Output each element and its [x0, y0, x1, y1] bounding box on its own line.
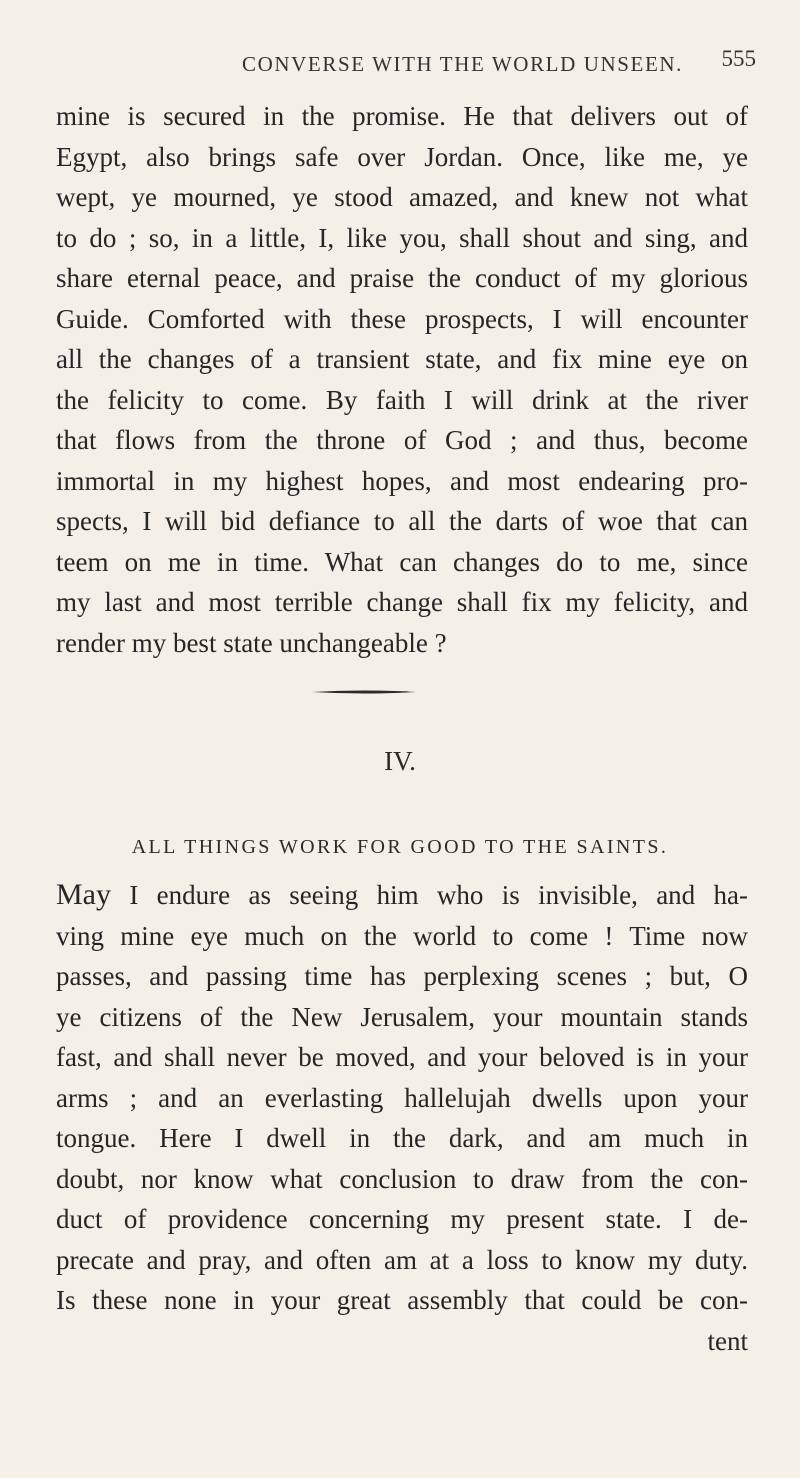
text-line: Is these none in your great assembly that could be con- — [56, 1285, 748, 1315]
text-line: the felicity to come. By faith I will drink at the river — [56, 384, 748, 415]
text-line: precate and pray, and often am at a loss to know my duty. — [56, 1244, 748, 1275]
passage-1 — [56, 96, 748, 663]
text-line: all the changes of a transient state, and fix mine eye on — [56, 344, 748, 374]
first-line-rest: I endure as seeing him who is invisible, and ha- — [111, 880, 748, 910]
text-line: wept, ye mourned, ye stood amazed, and knew not what — [56, 182, 748, 212]
text-line: fast, and shall never be moved, and your beloved is in your — [56, 1042, 748, 1072]
passage-2 — [56, 875, 748, 1361]
running-title: CONVERSE WITH THE WORLD UNSEEN. — [242, 52, 684, 76]
text-line: Guide. Comforted with these prospects, I will encounter — [56, 303, 748, 334]
text-line: duct of providence concerning my present state. I de- — [56, 1204, 748, 1234]
text-line: ving mine eye much on the world to come ! Time now — [56, 920, 748, 951]
section-divider-rule — [312, 690, 416, 694]
running-head — [40, 44, 760, 84]
text-line: mine is secured in the promise. He that delivers out of — [56, 101, 748, 131]
section-title: ALL THINGS WORK FOR GOOD TO THE SAINTS. — [131, 836, 669, 858]
text-line: to do ; so, in a little, I, like you, shall shout and sing, and — [56, 222, 748, 253]
text-line: Egypt, also brings safe over Jordan. Once, like me, ye — [56, 141, 748, 172]
section-number: IV. — [384, 746, 416, 776]
text-line: render my best state unchangeable ? — [56, 627, 447, 658]
text-line: tongue. Here I dwell in the dark, and am much in — [56, 1123, 748, 1153]
text-line: my last and most terrible change shall fix my felicity, and — [56, 587, 748, 617]
text-line: share eternal peace, and praise the conduct of my glorious — [56, 263, 748, 293]
text-line: ye citizens of the New Jerusalem, your mountain stands — [56, 1001, 748, 1032]
catchword: tent — [707, 1325, 748, 1356]
page-number: 555 — [721, 46, 756, 71]
text-line: that flows from the throne of God ; and thus, become — [56, 425, 748, 455]
text-line: passes, and passing time has perplexing scenes ; but, O — [56, 961, 748, 991]
text-line: arms ; and an everlasting hallelujah dwells upon your — [56, 1082, 748, 1113]
opening-word: May — [56, 878, 111, 911]
text-line-first — [56, 875, 748, 916]
text-line: spects, I will bid defiance to all the darts of woe that can — [56, 506, 748, 536]
text-line: immortal in my highest hopes, and most endearing pro- — [56, 465, 748, 496]
text-line: teem on me in time. What can changes do to me, since — [56, 546, 748, 577]
text-line: doubt, nor know what conclusion to draw from the con- — [56, 1163, 748, 1194]
